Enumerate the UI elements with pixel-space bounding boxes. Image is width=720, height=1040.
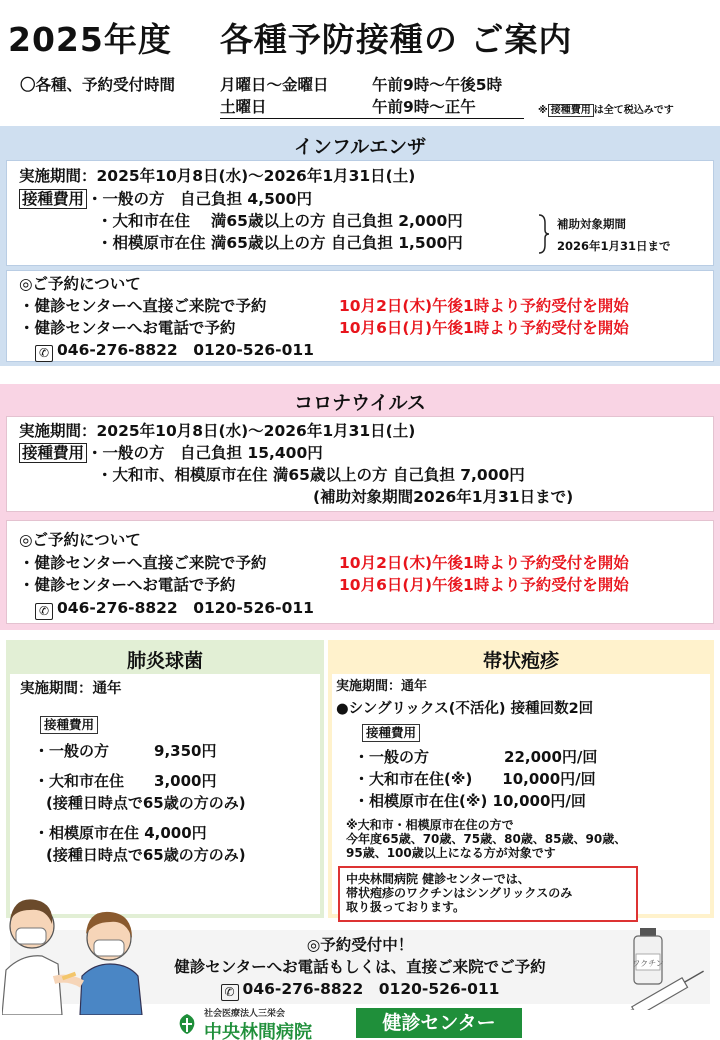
influenza-info-panel	[6, 160, 714, 266]
title-year: 2025年度	[8, 20, 172, 59]
covid-reserve-visit-label: ・健診センターへ直接ご来院で予約	[19, 554, 267, 572]
doctor-nurse-illustration-icon	[2, 880, 152, 1015]
influenza-reserve-phone-label: ・健診センターへお電話で予約	[19, 319, 236, 337]
phone-icon: ✆	[221, 984, 239, 1001]
pneumococcal-sagamihara: ・相模原市在住 4,000円	[34, 824, 207, 842]
hours-weekday-days: 月曜日～金曜日	[220, 76, 329, 94]
pneumococcal-sagamihara-note: (接種日時点で65歳の方のみ)	[46, 846, 246, 864]
hours-weekday-time: 午前9時～午後5時	[372, 76, 503, 94]
covid-phones: 046-276-8822 0120-526-011	[57, 599, 314, 617]
influenza-reserve-phone-start: 10月6日(月)午後1時より予約受付を開始	[339, 319, 629, 337]
influenza-heading: インフルエンザ	[293, 136, 427, 158]
tax-note-suffix: は全て税込みです	[593, 105, 674, 116]
pneumococcal-section	[6, 640, 324, 918]
influenza-period-label: 実施期間：	[19, 167, 97, 185]
covid-reserve-visit-start: 10月2日(木)午後1時より予約受付を開始	[339, 554, 629, 572]
hospital-mark-icon	[176, 1012, 198, 1036]
covid-subsidy: (補助対象期間2026年1月31日まで)	[313, 488, 574, 506]
influenza-phones-row	[35, 339, 314, 362]
notice-line3: 取り扱っております。	[346, 900, 466, 914]
pneumococcal-general: ・一般の方 9,350円	[34, 742, 217, 760]
covid-period-row	[19, 420, 415, 442]
covid-heading: コロナウイルス	[294, 392, 426, 414]
hours-saturday-time: 午前9時～正午	[372, 98, 476, 116]
influenza-subsidy-line2: 2026年1月31日まで	[557, 239, 671, 253]
footer-hospital: 中央林間病院	[204, 1022, 312, 1040]
tax-note	[538, 101, 674, 116]
influenza-reserve-visit-start: 10月2日(木)午後1時より予約受付を開始	[339, 297, 629, 315]
bottom-phones: 046-276-8822 0120-526-011	[242, 980, 500, 998]
footer-corp: 社会医療法人三栄会	[204, 1009, 286, 1019]
influenza-cost-general: ・一般の方 自己負担 4,500円	[87, 190, 312, 208]
covid-cost-general: ・一般の方 自己負担 15,400円	[87, 444, 323, 462]
page-title	[8, 14, 572, 61]
shingles-period: 実施期間：通年	[336, 679, 428, 694]
pneumococcal-period: 実施期間：通年	[20, 681, 122, 697]
influenza-period-row	[19, 165, 415, 187]
title-main: 各種予防接種の ご案内	[219, 20, 573, 59]
covid-section	[0, 384, 720, 630]
shingles-yamato: ・大和市在住(※) 10,000円/回	[354, 770, 596, 788]
vial-label: ワクチン	[632, 959, 664, 968]
bottom-line1: ◎予約受付中！	[306, 936, 414, 954]
hours-saturday-days: 土曜日	[220, 98, 267, 116]
phone-icon: ✆	[35, 603, 53, 620]
influenza-section	[0, 126, 720, 366]
covid-reserve-title: ◎ご予約について	[19, 531, 141, 549]
covid-cost-resident: ・大和市、相模原市在住 満65歳以上の方 自己負担 7,000円	[97, 466, 525, 484]
influenza-subsidy-line1: 補助対象期間	[557, 217, 626, 231]
pneumococcal-heading: 肺炎球菌	[126, 650, 203, 672]
covid-info-panel	[6, 416, 714, 512]
pneumococcal-cost-label: 接種費用	[40, 716, 98, 734]
tax-note-box: 接種費用	[548, 104, 594, 117]
tax-note-prefix: ※	[538, 105, 548, 116]
influenza-cost-yamato: ・大和市在住 満65歳以上の方 自己負担 2,000円	[97, 212, 463, 230]
covid-cost-row	[19, 442, 323, 464]
shingles-vaccine: ●シングリックス(不活化) 接種回数2回	[336, 701, 594, 717]
influenza-cost-label: 接種費用	[19, 189, 87, 209]
pneumococcal-panel	[10, 674, 320, 914]
covid-phones-row	[35, 597, 314, 620]
covid-period: 2025年10月8日(水)～2026年1月31日(土)	[96, 422, 416, 440]
shingles-note1: ※大和市・相模原市在住の方で	[346, 818, 514, 832]
health-center-badge: 健診センター	[356, 1008, 522, 1038]
shingles-general: ・一般の方 22,000円/回	[354, 748, 598, 766]
subsidy-bracket-icon	[537, 213, 551, 255]
covid-reserve-panel	[6, 520, 714, 624]
shingles-cost-label: 接種費用	[362, 724, 420, 742]
influenza-period: 2025年10月8日(水)～2026年1月31日(土)	[96, 167, 416, 185]
bottom-line2: 健診センターへお電話もしくは、直接ご来院でご予約	[174, 958, 546, 976]
pneumococcal-yamato-note: (接種日時点で65歳の方のみ)	[46, 794, 246, 812]
vaccine-vial-icon	[618, 926, 714, 1010]
influenza-phones: 046-276-8822 0120-526-011	[57, 341, 314, 359]
influenza-reserve-visit-label: ・健診センターへ直接ご来院で予約	[19, 297, 267, 315]
notice-line2: 帯状疱疹のワクチンはシングリックスのみ	[346, 886, 573, 900]
influenza-reserve-title: ◎ご予約について	[19, 275, 141, 293]
phone-icon: ✆	[35, 345, 53, 362]
covid-period-label: 実施期間：	[19, 422, 97, 440]
influenza-cost-row	[19, 188, 312, 210]
covid-reserve-phone-start: 10月6日(月)午後1時より予約受付を開始	[339, 576, 629, 594]
shingles-heading: 帯状疱疹	[482, 650, 559, 672]
influenza-cost-sagamihara: ・相模原市在住 満65歳以上の方 自己負担 1,500円	[97, 234, 463, 252]
covid-cost-label: 接種費用	[19, 443, 87, 463]
shingles-sagamihara: ・相模原市在住(※) 10,000円/回	[354, 792, 586, 810]
singrix-notice	[338, 866, 638, 922]
notice-line1: 中央林間病院 健診センターでは、	[346, 872, 530, 886]
pneumococcal-yamato: ・大和市在住 3,000円	[34, 772, 217, 790]
hours-label: 〇各種、予約受付時間	[20, 76, 176, 94]
covid-reserve-phone-label: ・健診センターへお電話で予約	[19, 576, 236, 594]
shingles-note2: 今年度65歳、70歳、75歳、80歳、85歳、90歳、	[346, 832, 627, 846]
influenza-reserve-panel	[6, 270, 714, 362]
shingles-note3: 95歳、100歳以上になる方が対象です	[346, 846, 556, 860]
